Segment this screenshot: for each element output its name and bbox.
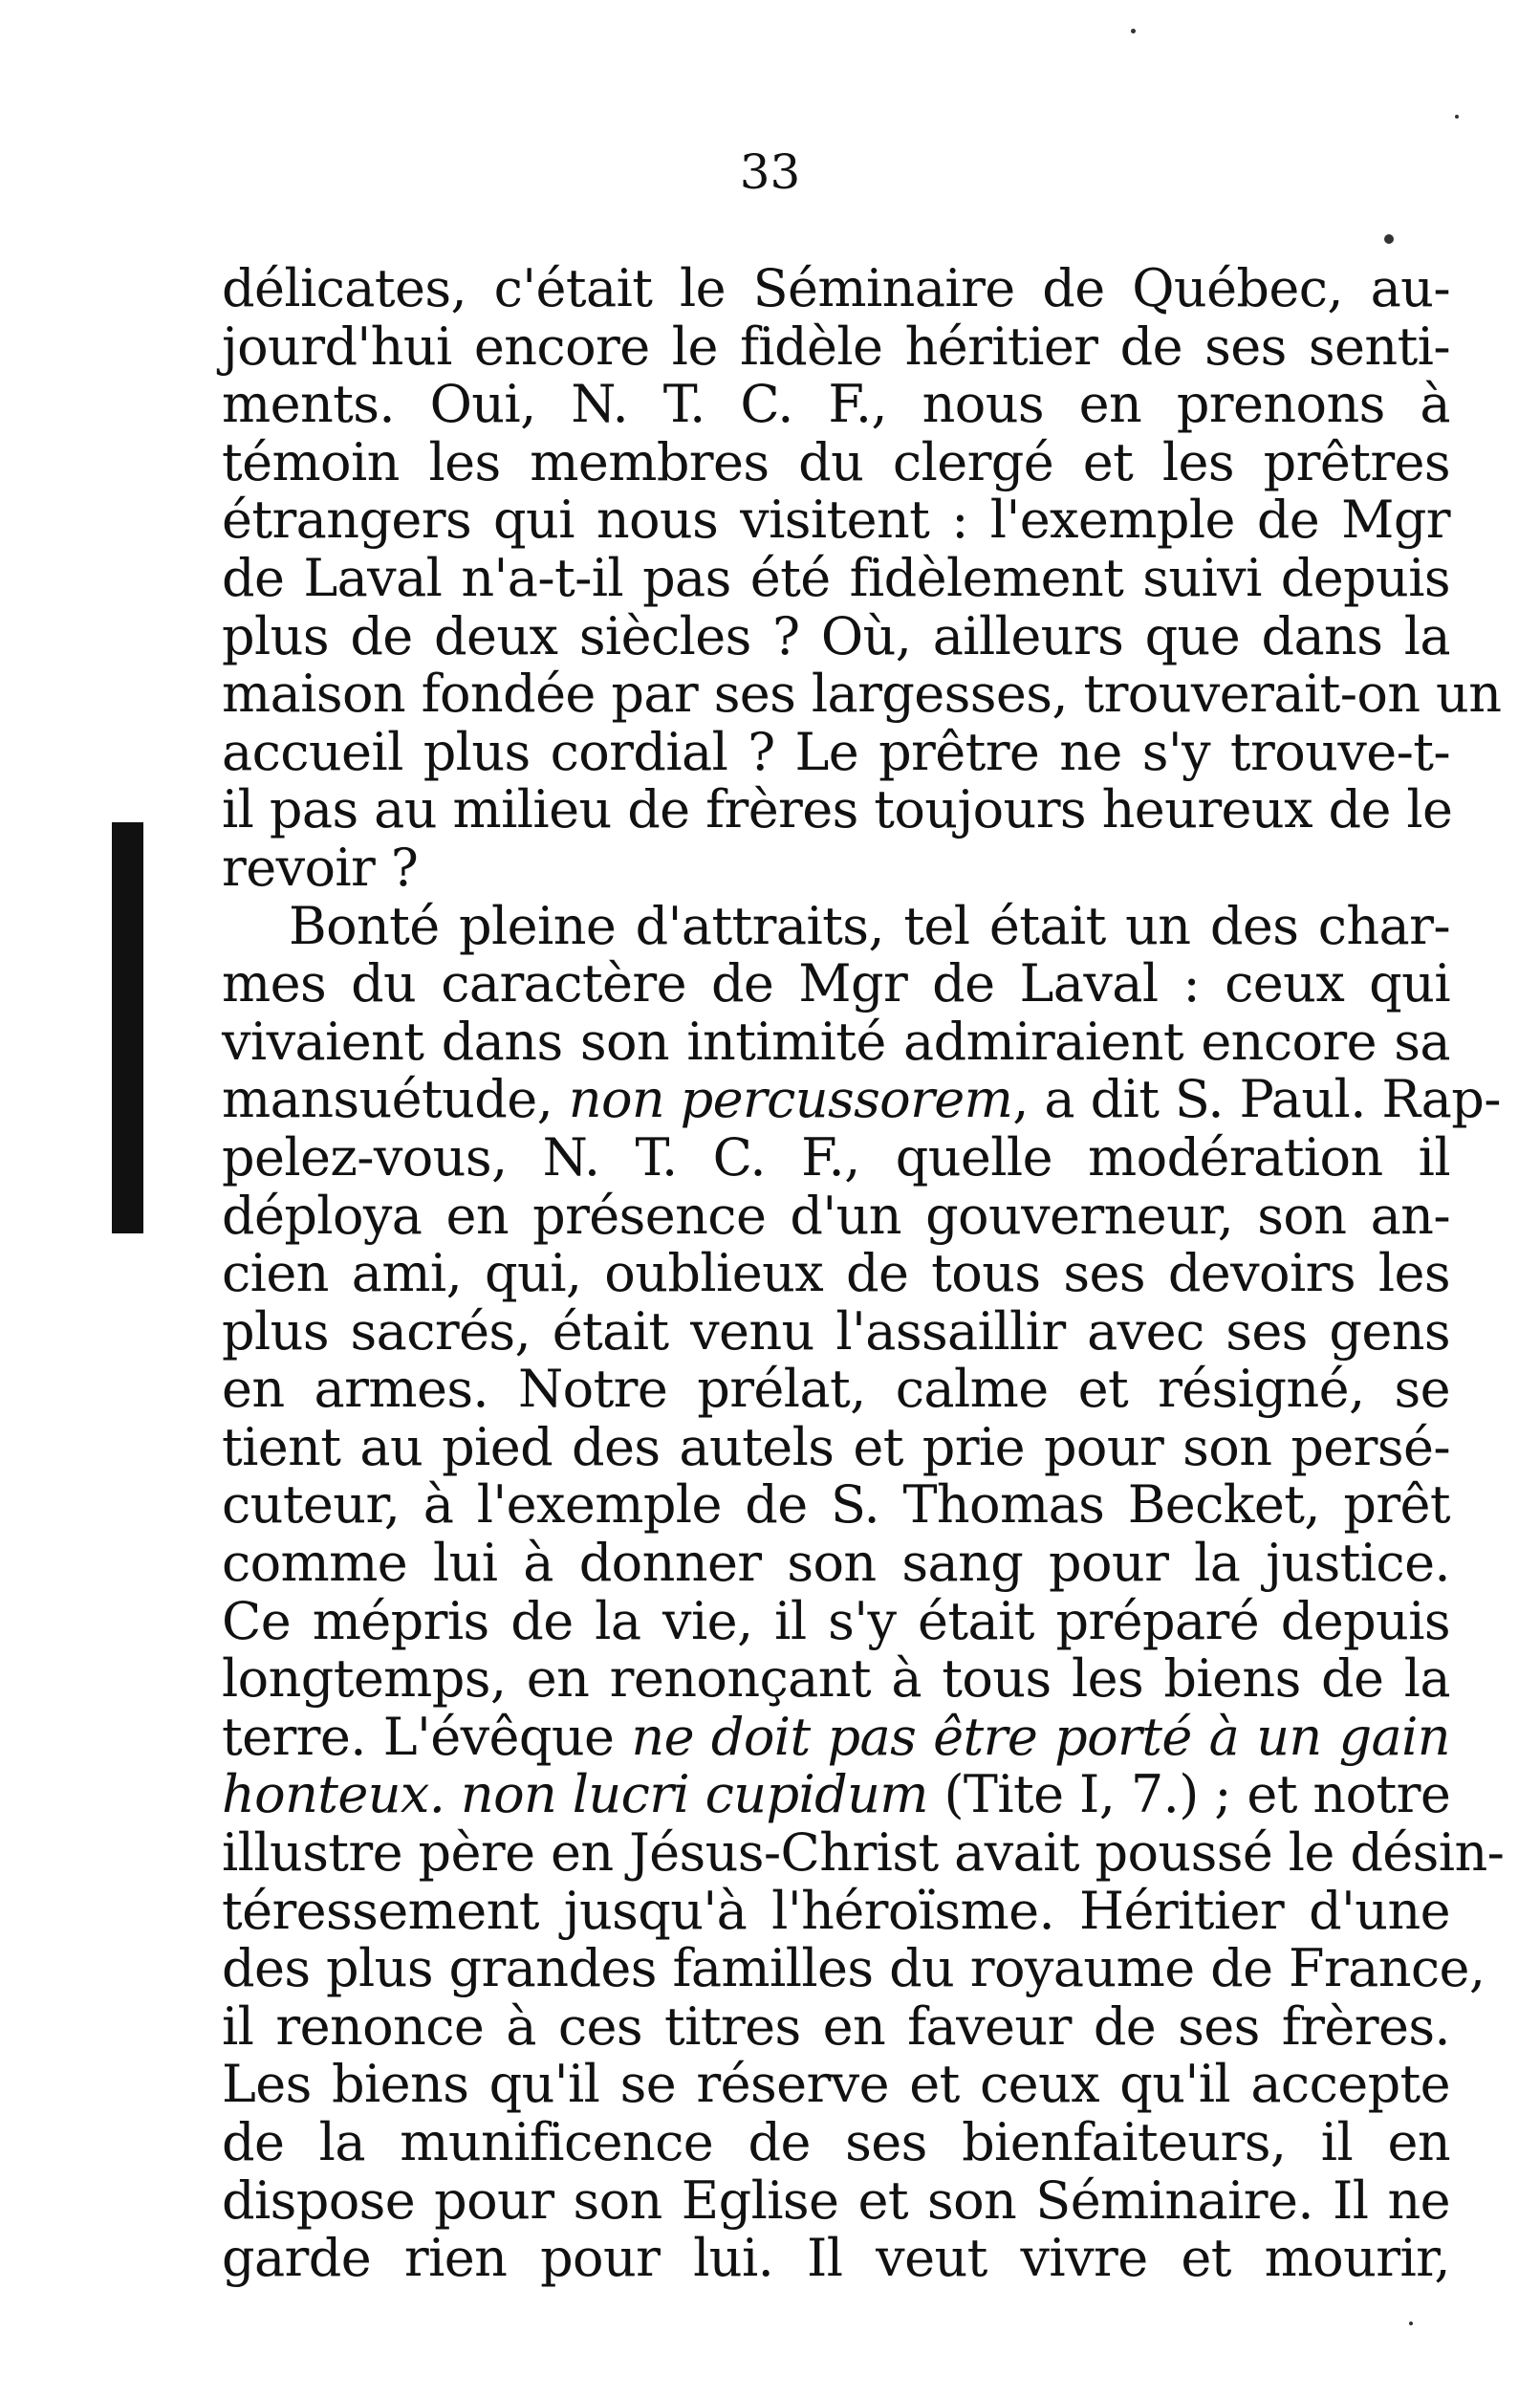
text-line: Les biens qu'il se réserve et ceux qu'il accepte bbox=[222, 2054, 1450, 2115]
text-line: vivaient dans son intimité admiraient encore sa bbox=[222, 1011, 1450, 1072]
text-line: plus sacrés, était venu l'assaillir avec ses gens bbox=[222, 1300, 1450, 1362]
text-line: maison fondée par ses largesses, trouverait-on un bbox=[222, 664, 1502, 725]
text-line: de la munificence de ses bienfaiteurs, il en bbox=[222, 2112, 1450, 2172]
text-line: ments. Oui, N. T. C. F., nous en prenons à bbox=[222, 374, 1450, 435]
text-line: pelez-vous, N. T. C. F., quelle modération il bbox=[222, 1126, 1450, 1188]
scan-speck bbox=[1409, 2322, 1413, 2325]
text-line: en armes. Notre prélat, calme et résigné, se bbox=[222, 1359, 1450, 1420]
line-text: mansuétude, bbox=[222, 1069, 569, 1130]
text-line: longtemps, en renonçant à tous les biens de la bbox=[222, 1648, 1450, 1710]
text-line: il pas au milieu de frères toujours heureux de le bbox=[222, 779, 1453, 840]
scan-speck bbox=[1455, 115, 1459, 119]
text-line bbox=[222, 1706, 1450, 1767]
italic-quote: honteux. non lucri cupidum bbox=[222, 1764, 928, 1825]
text-line: étrangers qui nous visitent : l'exemple de Mgr bbox=[222, 490, 1450, 551]
text-line: de Laval n'a-t-il pas été fidèlement suivi depuis bbox=[222, 547, 1450, 608]
scan-speck bbox=[1131, 29, 1136, 33]
page-number: 33 bbox=[739, 144, 801, 200]
text-line: plus de deux siècles ? Où, ailleurs que dans la bbox=[222, 605, 1450, 666]
text-line: mes du caractère de Mgr de Laval : ceux qui bbox=[222, 953, 1450, 1014]
text-line: cien ami, qui, oublieux de tous ses devoirs les bbox=[222, 1243, 1450, 1304]
text-line: dispose pour son Eglise et son Séminaire. Il ne bbox=[222, 2169, 1450, 2231]
text-line: illustre père en Jésus-Christ avait poussé le désin- bbox=[222, 1822, 1505, 1884]
text-line: Ce mépris de la vie, il s'y était préparé depuis bbox=[222, 1590, 1450, 1651]
line-text: , a dit S. Paul. Rap- bbox=[1012, 1069, 1501, 1130]
text-line: garde rien pour lui. Il veut vivre et mourir, bbox=[222, 2228, 1450, 2289]
text-line bbox=[222, 1069, 1501, 1130]
text-line bbox=[222, 1766, 1450, 1824]
text-line: jourd'hui encore le fidèle héritier de ses senti- bbox=[222, 316, 1450, 377]
text-line: téressement jusqu'à l'héroïsme. Héritier d'une bbox=[222, 1880, 1450, 1941]
text-line: revoir ? bbox=[222, 837, 419, 898]
text-line: accueil plus cordial ? Le prêtre ne s'y trouve-t- bbox=[222, 721, 1450, 782]
italic-quote: non percussorem bbox=[568, 1069, 1013, 1130]
text-line: il renonce à ces titres en faveur de ses frères. bbox=[222, 1995, 1450, 2057]
text-line: témoin les membres du clergé et les prêtres bbox=[222, 431, 1450, 492]
body-text bbox=[222, 258, 1505, 2289]
text-line: comme lui à donner son sang pour la justice. bbox=[222, 1533, 1450, 1594]
line-text: terre. L'évêque bbox=[222, 1706, 632, 1767]
line-text: (Tite I, 7.) ; et notre bbox=[927, 1764, 1451, 1825]
text-line: délicates, c'était le Séminaire de Québec, au- bbox=[222, 258, 1450, 318]
text-line: des plus grandes familles du royaume de France, bbox=[222, 1938, 1486, 1999]
text-line: déploya en présence d'un gouverneur, son an- bbox=[222, 1185, 1450, 1246]
scan-speck bbox=[1384, 234, 1394, 244]
text-line: cuteur, à l'exemple de S. Thomas Becket, prêt bbox=[222, 1474, 1450, 1536]
text-line: Bonté pleine d'attraits, tel était un des char- bbox=[289, 895, 1450, 956]
text-line: tient au pied des autels et prie pour son persé- bbox=[222, 1416, 1450, 1477]
italic-quote: ne doit pas être porté à un gain bbox=[631, 1706, 1450, 1767]
scan-margin-mark bbox=[112, 822, 143, 1233]
